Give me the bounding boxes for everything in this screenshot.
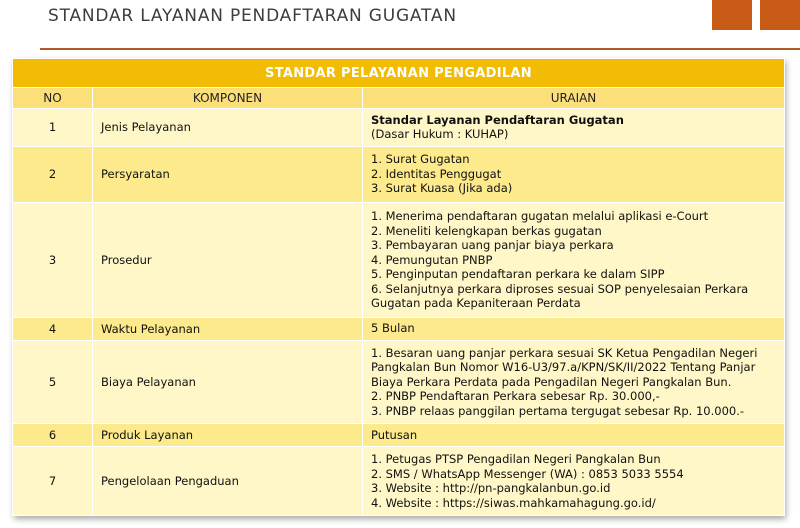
row-komponen: Pengelolaan Pengaduan	[93, 447, 363, 516]
table-row	[13, 202, 785, 317]
table-banner: STANDAR PELAYANAN PENGADILAN	[13, 59, 785, 88]
row-uraian	[363, 424, 785, 447]
page-title: STANDAR LAYANAN PENDAFTARAN GUGATAN	[48, 6, 457, 26]
uraian-line: Biaya Perkara Perdata pada Pengadilan Negeri Pangkalan Bun.	[371, 374, 732, 389]
uraian-line: 2. Meneliti kelengkapan berkas gugatan	[371, 223, 602, 238]
uraian-line: 4. Website : https://siwas.mahkamahagung.go.id/	[371, 495, 656, 510]
row-number: 1	[13, 109, 93, 147]
uraian-line: 2. PNBP Pendaftaran Perkara sebesar Rp. 30.000,-	[371, 389, 660, 404]
uraian-line: 1. Besaran uang panjar perkara sesuai SK Ketua Pengadilan Negeri	[371, 345, 758, 360]
row-uraian	[363, 146, 785, 202]
table-banner-row	[13, 59, 785, 88]
uraian-line: 1. Petugas PTSP Pengadilan Negeri Pangkalan Bun	[371, 452, 661, 467]
uraian-line: 3. PNBP relaas panggilan pertama tergugat sebesar Rp. 10.000.-	[371, 403, 745, 418]
table-header-row	[13, 88, 785, 109]
uraian-line: 1. Surat Gugatan	[371, 152, 470, 167]
uraian-line: 2. Identitas Penggugat	[371, 166, 502, 181]
uraian-line: 1. Menerima pendaftaran gugatan melalui aplikasi e-Court	[371, 209, 709, 224]
row-komponen: Produk Layanan	[93, 424, 363, 447]
uraian-line: 6. Selanjutnya perkara diproses sesuai SOP penyelesaian Perkara	[371, 281, 749, 296]
row-number: 7	[13, 447, 93, 516]
service-table	[12, 58, 785, 516]
row-uraian	[363, 317, 785, 340]
service-standard-table	[12, 58, 784, 516]
row-number: 3	[13, 202, 93, 317]
header-komponen: KOMPONEN	[93, 88, 363, 109]
row-uraian	[363, 202, 785, 317]
table-row	[13, 424, 785, 447]
uraian-line: 4. Pemungutan PNBP	[371, 252, 493, 267]
row-uraian	[363, 447, 785, 516]
table-row	[13, 146, 785, 202]
uraian-line: Standar Layanan Pendaftaran Gugatan	[371, 112, 624, 127]
row-komponen: Prosedur	[93, 202, 363, 317]
uraian-line: Putusan	[371, 427, 418, 442]
header-no: NO	[13, 88, 93, 109]
row-komponen: Biaya Pelayanan	[93, 340, 363, 423]
uraian-line: Gugatan pada Kepaniteraan Perdata	[371, 296, 581, 311]
uraian-line: 5. Penginputan pendaftaran perkara ke dalam SIPP	[371, 267, 665, 282]
uraian-line: Pangkalan Bun Nomor W16-U3/97.a/KPN/SK/II/2022 Tentang Panjar	[371, 360, 756, 375]
table-row	[13, 340, 785, 423]
row-uraian	[363, 109, 785, 147]
table-row	[13, 317, 785, 340]
table-row	[13, 447, 785, 516]
row-number: 6	[13, 424, 93, 447]
uraian-line: 2. SMS / WhatsApp Messenger (WA) : 0853 5033 5554	[371, 466, 684, 481]
uraian-line: 3. Website : http://pn-pangkalanbun.go.id	[371, 481, 611, 496]
row-number: 5	[13, 340, 93, 423]
header-uraian: URAIAN	[363, 88, 785, 109]
row-uraian	[363, 340, 785, 423]
corner-accent-divider	[752, 0, 760, 30]
table-row	[13, 109, 785, 147]
row-komponen: Persyaratan	[93, 146, 363, 202]
uraian-line: 3. Pembayaran uang panjar biaya perkara	[371, 238, 614, 253]
uraian-line: 5 Bulan	[371, 321, 415, 336]
title-underline	[40, 48, 800, 50]
row-number: 4	[13, 317, 93, 340]
uraian-line: (Dasar Hukum : KUHAP)	[371, 127, 509, 142]
uraian-line: 3. Surat Kuasa (Jika ada)	[371, 181, 513, 196]
row-number: 2	[13, 146, 93, 202]
row-komponen: Waktu Pelayanan	[93, 317, 363, 340]
row-komponen: Jenis Pelayanan	[93, 109, 363, 147]
